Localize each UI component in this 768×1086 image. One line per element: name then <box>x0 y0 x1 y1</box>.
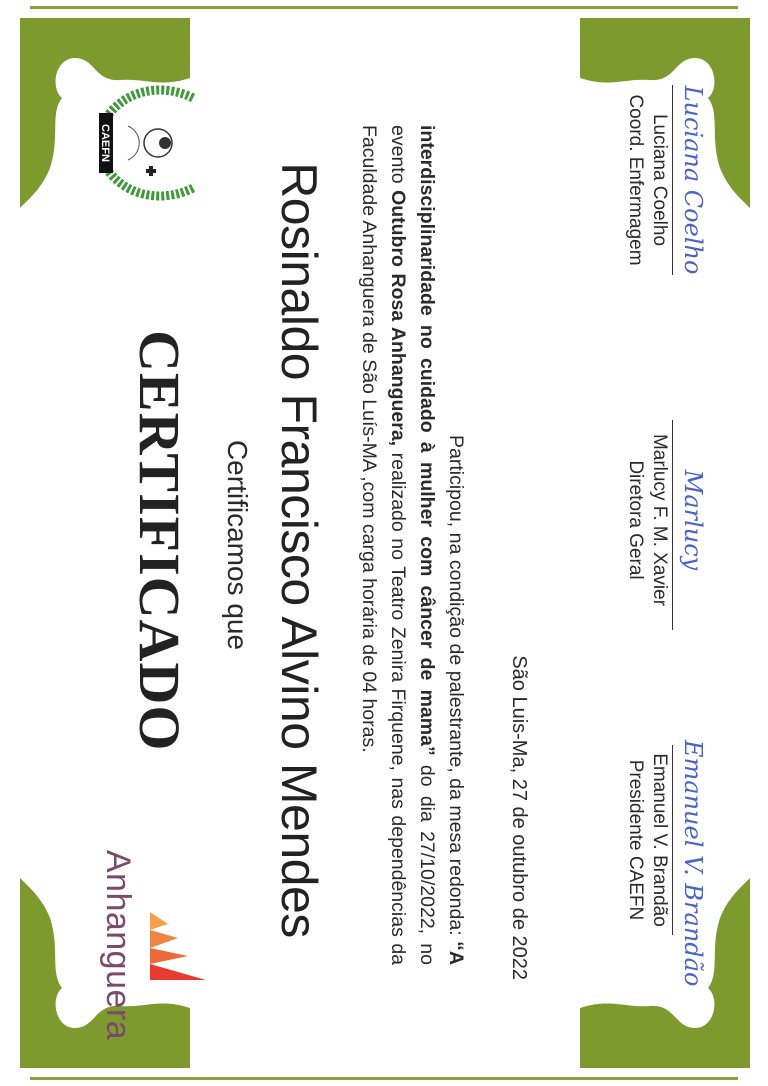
signer-name: Luciana Coelho <box>649 113 670 247</box>
caefn-laurel-nurse-emblem-icon <box>93 78 213 208</box>
anhanguera-logo <box>98 830 208 1060</box>
svg-text:CAEFN: CAEFN <box>99 124 111 162</box>
certificate-title: CERTIFICADO <box>127 330 192 752</box>
handwritten-signature: Marlucy <box>679 469 707 571</box>
signer-name: Emanuel V. Brandão <box>649 753 670 927</box>
handwritten-signature: Luciana Coelho <box>679 85 707 275</box>
signature-block-presidente-caefn <box>624 740 707 987</box>
body-text-part-3: realizado no Teatro Zenira Firquene, nas dependências da Faculdade Anhanguera de São Luís-MA ,com carga horária de 04 horas. <box>358 125 409 966</box>
signer-role: Diretora Geral <box>625 460 646 580</box>
border-rule-left <box>30 6 738 9</box>
border-rule-right <box>30 1077 738 1080</box>
signer-role: Coord. Enfermagem <box>625 94 646 266</box>
caefn-emblem <box>93 78 213 208</box>
signature-block-coord-enfermagem <box>624 80 707 280</box>
body-text-part-2: do dia 27/10/2022, no evento <box>387 125 438 965</box>
body-text-part-1: Participou, na condição de palestrante, da mesa redonda: <box>445 435 467 942</box>
recipient-name: Rosinaldo Francisco Alvino Mendes <box>271 162 327 938</box>
place-date: São Luis-Ma, 27 de outubro de 2022 <box>508 655 530 980</box>
certificate-body <box>354 125 470 965</box>
anhanguera-wordmark: Anhanguera <box>99 849 137 1041</box>
signer-name: Marlucy F. M. Xavier <box>649 433 670 607</box>
event-name: Outubro Rosa Anhanguera, <box>387 190 409 447</box>
signature-block-diretora-geral <box>624 420 707 620</box>
signer-role: Presidente CAEFN <box>625 759 646 921</box>
certify-line: Certificamos que <box>222 439 253 651</box>
roundtable-topic: “A interdisciplinaridade no cuidado à mulher com câncer de mama” <box>416 125 467 965</box>
handwritten-signature: Emanuel V. Brandão <box>679 740 707 987</box>
anhanguera-flame-icon <box>146 908 208 984</box>
